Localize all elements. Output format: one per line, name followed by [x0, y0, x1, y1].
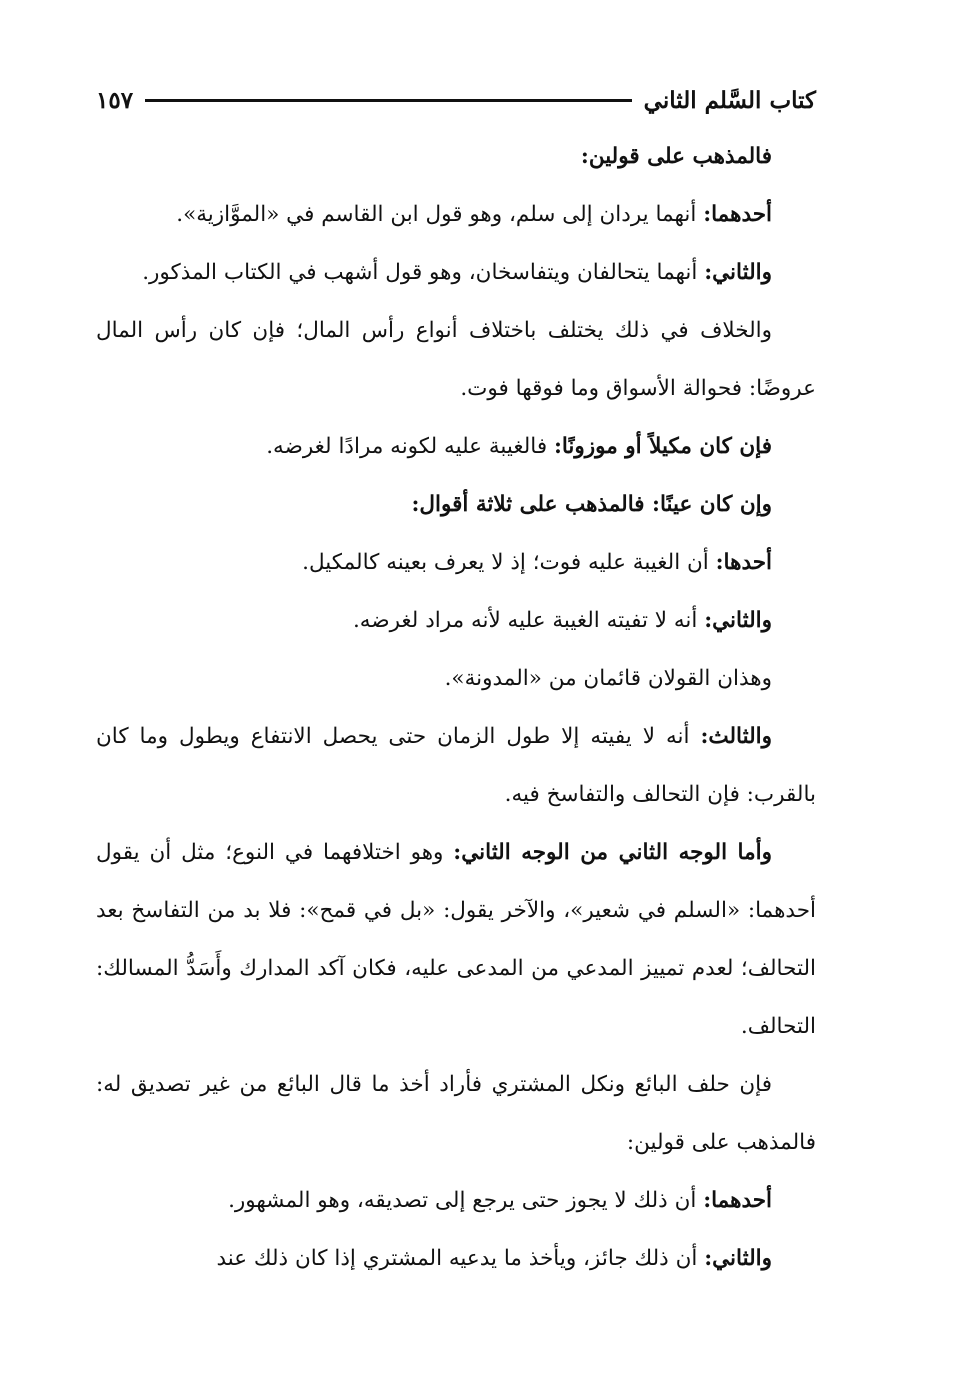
paragraph-lead: والثالث: — [700, 724, 772, 749]
paragraph-text: أن الغيبة عليه فوت؛ إذ لا يعرف بعينه كالمكيل. — [302, 550, 716, 575]
paragraph — [96, 1172, 816, 1230]
header-rule — [145, 99, 632, 102]
paragraph-text: أنهما يتحالفان ويتفاسخان، وهو قول أشهب في الكتاب المذكور. — [142, 260, 705, 285]
paragraph-text: وهذان القولان قائمان من «المدونة». — [444, 666, 772, 691]
paragraph-text: أنهما يردان إلى سلم، وهو قول ابن القاسم في «الموَّازية». — [176, 202, 704, 227]
paragraph-text: أن ذلك جائز، ويأخذ ما يدعيه المشتري إذا كان ذلك عند — [216, 1246, 705, 1271]
paragraph-text: أنه لا تفيته الغيبة عليه لأنه مراد لغرضه. — [352, 608, 705, 633]
paragraph — [96, 186, 816, 244]
paragraph-text: فالغيبة عليه لكونه مرادًا لغرضه. — [266, 434, 554, 459]
paragraph-lead: فإن كان مكيلاً أو موزونًا: — [553, 434, 772, 459]
paragraph — [96, 650, 816, 708]
paragraph-lead: فالمذهب على قولين: — [580, 144, 772, 169]
paragraph-text: وهو اختلافهما في النوع؛ مثل أن يقول أحدهما: «السلم في شعير»، والآخر يقول: «بل في قمح»: فلا بد من التفاسخ بعد التحالف؛ لعدم تمييز المدعي من المدعى عليه، فكان آكد المدارك وأَسَدُّ المسالك: التحالف. — [96, 840, 816, 1039]
paragraph-lead: أحدها: — [715, 550, 772, 575]
paragraph-lead: وإن كان عينًا: فالمذهب على ثلاثة أقوال: — [411, 492, 772, 517]
paragraph — [96, 1056, 816, 1172]
paragraph-text: أن ذلك لا يجوز حتى يرجع إلى تصديقه، وهو المشهور. — [228, 1188, 704, 1213]
page-body — [96, 128, 816, 1288]
paragraph — [96, 476, 816, 534]
paragraph — [96, 708, 816, 824]
paragraph — [96, 824, 816, 1056]
paragraph — [96, 534, 816, 592]
page-header — [96, 78, 816, 122]
running-title: كتاب السَّلم الثاني — [643, 86, 816, 114]
paragraph-lead: وأما الوجه الثاني من الوجه الثاني: — [453, 840, 772, 865]
paragraph — [96, 128, 816, 186]
book-page — [96, 78, 816, 1288]
paragraph — [96, 244, 816, 302]
paragraph-lead: أحدهما: — [703, 1188, 772, 1213]
page-number: ١٥٧ — [96, 86, 134, 114]
paragraph — [96, 1230, 816, 1288]
paragraph-lead: والثاني: — [704, 260, 772, 285]
paragraph-lead: والثاني: — [704, 608, 772, 633]
paragraph-text: والخلاف في ذلك يختلف باختلاف أنواع رأس المال؛ فإن كان رأس المال عروضًا: فحوالة الأسواق وما فوقها فوت. — [96, 318, 816, 401]
paragraph — [96, 302, 816, 418]
paragraph-lead: أحدهما: — [703, 202, 772, 227]
paragraph-text: فإن حلف البائع ونكل المشتري فأراد أخذ ما قال البائع من غير تصديق له: فالمذهب على قولين: — [96, 1072, 816, 1155]
paragraph — [96, 592, 816, 650]
paragraph — [96, 418, 816, 476]
paragraph-text: أنه لا يفيته إلا طول الزمان حتى يحصل الانتفاع ويطول وما كان بالقرب: فإن التحالف والتفاسخ فيه. — [96, 724, 816, 807]
paragraph-lead: والثاني: — [704, 1246, 772, 1271]
